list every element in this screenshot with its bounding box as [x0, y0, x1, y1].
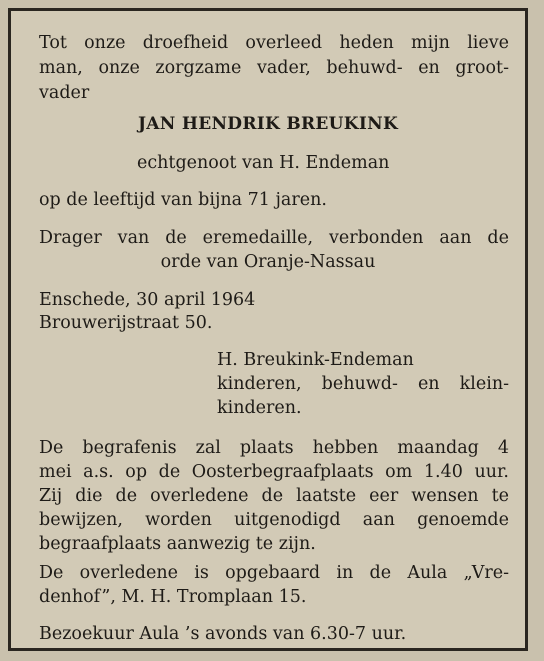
address: Brouwerijstraat 50.: [39, 313, 213, 333]
signature-line-2: kinderen, behuwd- en klein-: [217, 374, 509, 394]
age-line: op de leeftijd van bijna 71 jaren.: [39, 190, 327, 210]
funeral-line-3: Zij die de overledene de laatste eer wensen te: [39, 486, 509, 506]
honor-line-2: orde van Oranje-Nassau: [160, 252, 376, 272]
funeral-line-5: begraafplaats aanwezig te zijn.: [39, 534, 316, 554]
aula-line-2: denhof”, M. H. Tromplaan 15.: [39, 587, 307, 607]
intro-line-1: Tot onze droefheid overleed heden mijn lieve: [39, 33, 509, 53]
place-date: Enschede, 30 april 1964: [39, 290, 256, 310]
visiting-hours: Bezoekuur Aula ’s avonds van 6.30-7 uur.: [39, 624, 407, 644]
signature-line-1: H. Breukink-Endeman: [217, 350, 414, 370]
aula-line-1: De overledene is opgebaard in de Aula „Vre-: [39, 563, 509, 583]
funeral-line-1: De begrafenis zal plaats hebben maandag 4: [39, 438, 509, 458]
intro-line-3: vader: [39, 83, 90, 103]
honor-line-1: Drager van de eremedaille, verbonden aan de: [39, 228, 509, 248]
signature-line-3: kinderen.: [217, 398, 302, 418]
funeral-line-4: bewijzen, worden uitgenodigd aan genoemde: [39, 510, 509, 530]
funeral-line-2: mei a.s. op de Oosterbegraafplaats om 1.40 uur.: [39, 462, 509, 482]
deceased-name: JAN HENDRIK BREUKINK: [137, 114, 399, 134]
death-notice: [8, 8, 528, 651]
spouse-line: echtgenoot van H. Endeman: [137, 153, 390, 173]
intro-line-2: man, onze zorgzame vader, behuwd- en groot-: [39, 58, 509, 78]
